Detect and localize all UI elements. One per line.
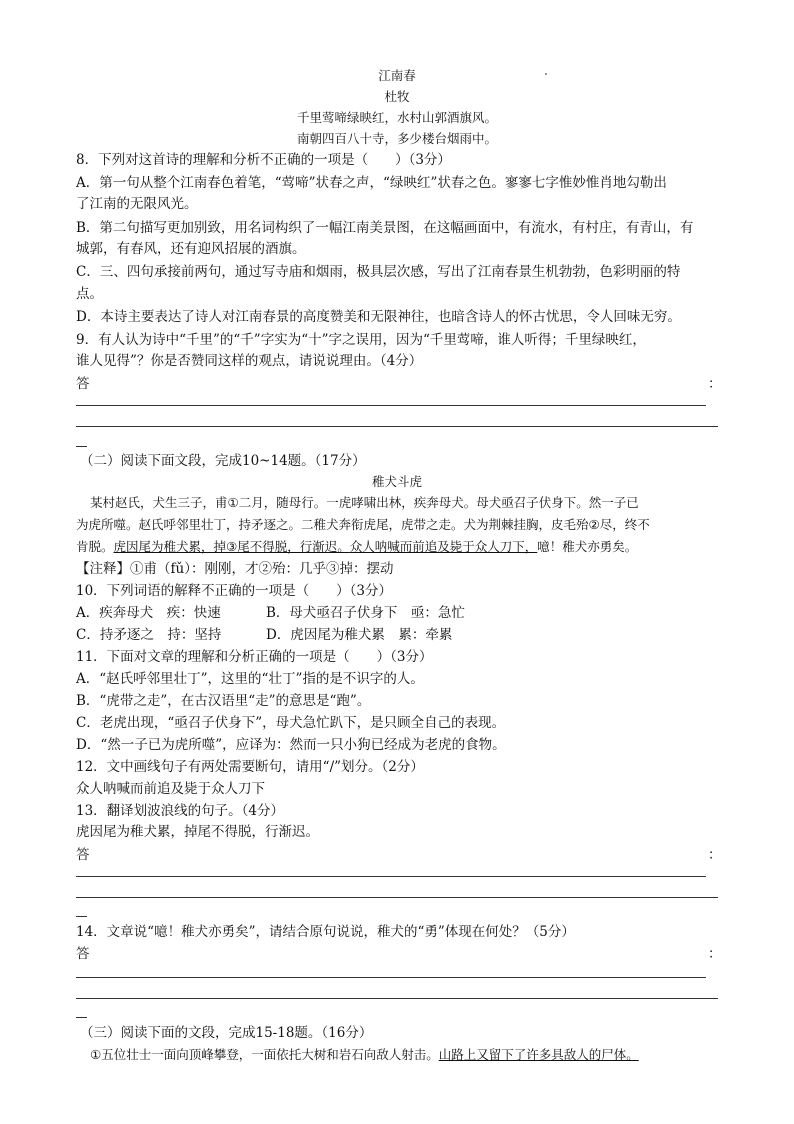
q9-answer-line-3[interactable] — [76, 446, 87, 447]
q10-option-d: D．虎因尾为稚犬累 累：牵累 — [266, 627, 453, 643]
poem-line-1: 千里莺啼绿映红，水村山郭酒旗风。 — [296, 110, 497, 125]
passage-title: 稚犬斗虎 — [371, 474, 422, 489]
q13-sentence: 虎因尾为稚犬累，掉尾不得脱，行渐迟。 — [76, 824, 319, 840]
q11-option-c: C．老虎出现，“亟召子伏身下”，母犬急忙趴下，是只顾全自己的表现。 — [76, 715, 506, 731]
section-3-underlined-sentence: 山路上又留下了许多具敌人的尸体。 — [438, 1047, 639, 1062]
q10-option-b: B．母犬亟召子伏身下 亟：急忙 — [266, 605, 465, 621]
passage-para-line-3 — [76, 537, 637, 557]
q8-option-d: D．本诗主要表达了诗人对江南春景的高度赞美和无限神往，也暗含诗人的怀古忧思，令人回味无穷。 — [76, 309, 681, 325]
q9-stem-cont: 谁人见得”？你是否赞同这样的观点，请说说理由。（4分） — [76, 353, 423, 369]
q8-option-c: C．三、四句承接前两句，通过写寺庙和烟雨，极具层次感，写出了江南春景生机勃勃，色彩明丽的特 — [76, 264, 681, 280]
poem-author: 杜牧 — [384, 89, 410, 104]
passage-text: 肯脱。 — [76, 539, 114, 554]
q13-answer-line-2[interactable] — [76, 897, 718, 898]
q8-option-b: B．第二句描写更加别致，用名词构织了一幅江南美景图，在这幅画面中，有流水，有村庄，有青山，有 — [76, 220, 694, 236]
passage-para-line-1: 某村赵氏，犬生三子，甫①二月，随母行。一虎哮啸出林，疾奔母犬。母犬亟召子伏身下。然一子已 — [90, 495, 639, 510]
poem-title: 江南春 — [378, 68, 416, 83]
section-3-text: ①五位壮士一面向顶峰攀登，一面依托大树和岩石向敌人射击。 — [90, 1047, 439, 1062]
q12-sentence: 众人呐喊而前追及毙于众人刀下 — [76, 781, 265, 797]
poem-line-2: 南朝四百八十寺，多少楼台烟雨中。 — [296, 131, 497, 146]
q14-answer-line-1[interactable] — [76, 977, 706, 978]
wavy-underlined-sentence: 虎因尾为稚犬累，掉③尾不得脱，行渐迟。 — [113, 539, 350, 554]
section-3-heading: （三）阅读下面的文段，完成15-18题。（16分） — [80, 1025, 373, 1041]
underlined-sentence: 众人呐喊而前追及毙于众人刀下， — [349, 539, 538, 554]
q8-option-b-cont: 城郭，有春风，还有迎风招展的酒旗。 — [76, 241, 306, 257]
q10-stem: 10．下列词语的解释不正确的一项是（ ）（3分） — [76, 583, 393, 599]
q11-option-b: B．“虎带之走”，在古汉语里“走”的意思是“跑”。 — [76, 693, 371, 709]
q14-answer-colon: ： — [708, 946, 722, 962]
q13-answer-line-3[interactable] — [76, 916, 87, 917]
q11-stem: 11．下面对文章的理解和分析正确的一项是（ ）（3分） — [76, 649, 433, 665]
q14-answer-line-3[interactable] — [76, 1017, 87, 1018]
q9-answer-colon: ： — [708, 376, 722, 392]
q10-option-a: A．疾奔母犬 疾：快速 — [76, 605, 221, 621]
q9-answer-line-1[interactable] — [76, 405, 706, 406]
q13-answer-colon: ： — [708, 847, 722, 863]
q13-stem: 13．翻译划波浪线的句子。（4分） — [76, 803, 285, 819]
q14-answer-label: 答 — [76, 946, 90, 962]
q14-stem: 14．文章说“噫！稚犬亦勇矣”，请结合原句说说，稚犬的“勇”体现在何处？（5分） — [76, 924, 575, 940]
section-2-heading: （二）阅读下面文段，完成10~14题。（17分） — [80, 453, 366, 469]
q12-stem: 12．文中画线句子有两处需要断句，请用“/”划分。（2分） — [76, 759, 424, 775]
q8-option-a-cont: 了江南的无限风光。 — [76, 196, 198, 212]
q11-option-d: D．“然一子已为虎所噬”，应译为：然而一只小狗已经成为老虎的食物。 — [76, 737, 506, 753]
q11-option-a: A．“赵氏呼邻里壮丁”，这里的“壮丁”指的是不识字的人。 — [76, 671, 424, 687]
section-3-para-line-1 — [90, 1045, 639, 1065]
passage-para-line-2: 为虎所噬。赵氏呼邻里壮丁，持矛逐之。二稚犬奔衔虎尾，虎带之走。犬为荆棘挂胸，皮毛殆②尽，终不 — [76, 517, 650, 532]
q14-answer-line-2[interactable] — [76, 998, 718, 999]
q13-answer-line-1[interactable] — [76, 876, 706, 877]
q8-option-a: A．第一句从整个江南春色着笔，“莺啼”状春之声，“绿映红”状春之色。寥寥七字惟妙惟肖地勾勒出 — [76, 175, 667, 191]
q8-stem: 8．下列对这首诗的理解和分析不正确的一项是（ ）（3分） — [76, 152, 451, 168]
q9-stem: 9．有人认为诗中“千里”的“千”字实为“十”字之误用，因为“千里莺啼，谁人听得；千里绿映红， — [76, 332, 646, 348]
q9-answer-line-2[interactable] — [76, 426, 718, 427]
q9-answer-label: 答 — [76, 376, 90, 392]
q8-option-c-cont: 点。 — [76, 286, 103, 302]
q10-option-c: C．持矛逐之 持：坚持 — [76, 627, 222, 643]
annotation-note: 【注释】①甫（fǔ）：刚刚，才②殆：几乎③掉：摆动 — [76, 561, 394, 577]
passage-text-end: 噫！稚犬亦勇矣。 — [537, 539, 638, 554]
q13-answer-label: 答 — [76, 847, 90, 863]
